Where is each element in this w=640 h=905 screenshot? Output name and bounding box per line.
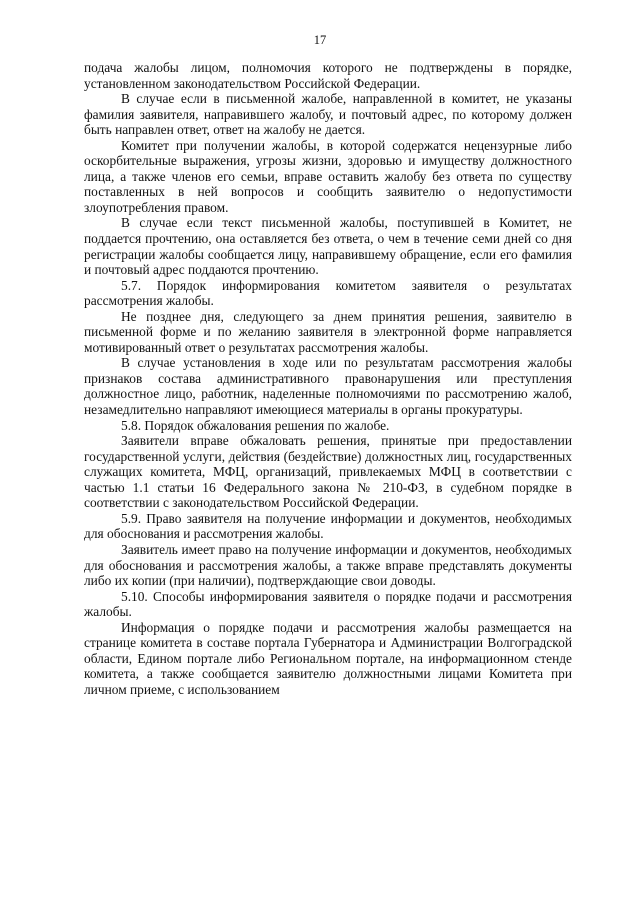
paragraph: В случае если в письменной жалобе, направленной в комитет, не указаны фамилия заявителя, направившего жалобу, и почтовый адрес, по которому должен быть направлен ответ, ответ на жалобу не дается. bbox=[84, 91, 572, 138]
section-heading-5-8: 5.8. Порядок обжалования решения по жалобе. bbox=[121, 417, 390, 433]
paragraph: Информация о порядке подачи и рассмотрения жалобы размещается на странице комитета в составе портала Губернатора и Администрации Волгоградской области, Едином портале либо Региональном портале, на информационном стенде комитета, а также сообщается заявителю должностными лицами Комитета при личном приеме, с использованием bbox=[84, 619, 572, 697]
section-heading-5-7: 5.7. Порядок информирования комитетом заявителя о результатах рассмотрения жалобы. bbox=[84, 277, 572, 309]
paragraph: Комитет при получении жалобы, в которой содержатся нецензурные либо оскорбительные выражения, угрозы жизни, здоровью и имуществу должностного лица, а также членов его семьи, вправе оставить жалобу без ответа по существу поставленных в ней вопросов и сообщить заявителю о недопустимости злоупотребления правом. bbox=[84, 137, 572, 215]
document-body bbox=[84, 60, 572, 697]
paragraph: Заявители вправе обжаловать решения, принятые при предоставлении государственной услуги, действия (бездействие) должностных лиц, государственных служащих комитета, МФЦ, организаций, привлекаемых МФЦ в соответствии с частью 1.1 статьи 16 Федерального закона № 210-ФЗ, в судебном порядке в соответствии с законодательством Российской Федерации. bbox=[84, 433, 572, 511]
paragraph: Заявитель имеет право на получение информации и документов, необходимых для обоснования и рассмотрения жалобы, а также вправе представлять документы либо их копии (при наличии), подтверждающие свои доводы. bbox=[84, 541, 572, 589]
page-number: 17 bbox=[313, 33, 327, 47]
paragraph: В случае установления в ходе или по результатам рассмотрения жалобы признаков состава административного правонарушения или преступления должностное лицо, работник, наделенные полномочиями по рассмотрению жалоб, незамедлительно направляют имеющиеся материалы в органы прокуратуры. bbox=[84, 355, 572, 418]
section-heading-5-10: 5.10. Способы информирования заявителя о порядке подачи и рассмотрения жалобы. bbox=[84, 588, 572, 620]
paragraph-continuation: подача жалобы лицом, полномочия которого не подтверждены в порядке, установленном законодательством Российской Федерации. bbox=[84, 60, 572, 91]
paragraph: Не позднее дня, следующего за днем принятия решения, заявителю в письменной форме и по желанию заявителя в электронной форме направляется мотивированный ответ о результатах рассмотрения жалобы. bbox=[84, 308, 572, 355]
paragraph: В случае если текст письменной жалобы, поступившей в Комитет, не поддается прочтению, она оставляется без ответа, о чем в течение семи дней со дня регистрации жалобы сообщается лицу, направившему обращение, если его фамилия и почтовый адрес поддаются прочтению. bbox=[84, 215, 572, 278]
section-heading-5-9: 5.9. Право заявителя на получение информации и документов, необходимых для обоснования и рассмотрения жалобы. bbox=[84, 510, 572, 542]
